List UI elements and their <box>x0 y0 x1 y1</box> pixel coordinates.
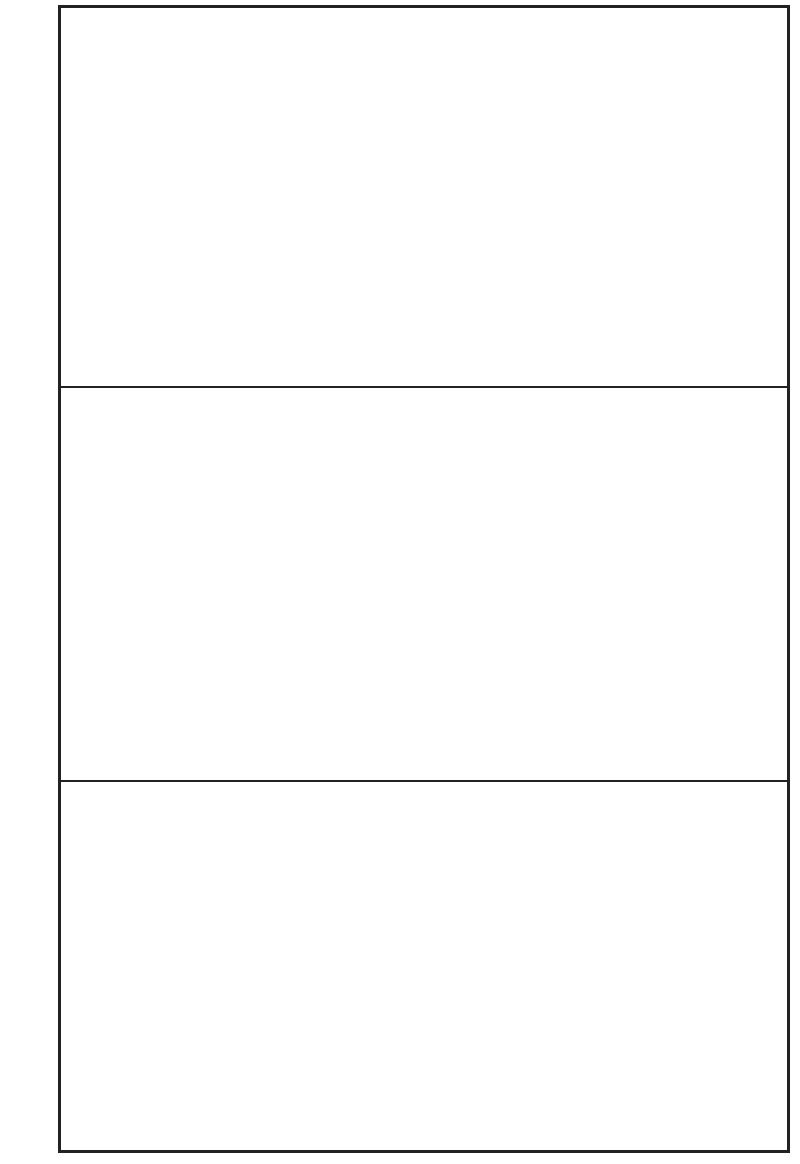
panel-jing <box>61 8 787 388</box>
panel-qi <box>61 388 787 782</box>
panel-shen <box>61 782 787 1150</box>
page-frame <box>58 5 790 1153</box>
